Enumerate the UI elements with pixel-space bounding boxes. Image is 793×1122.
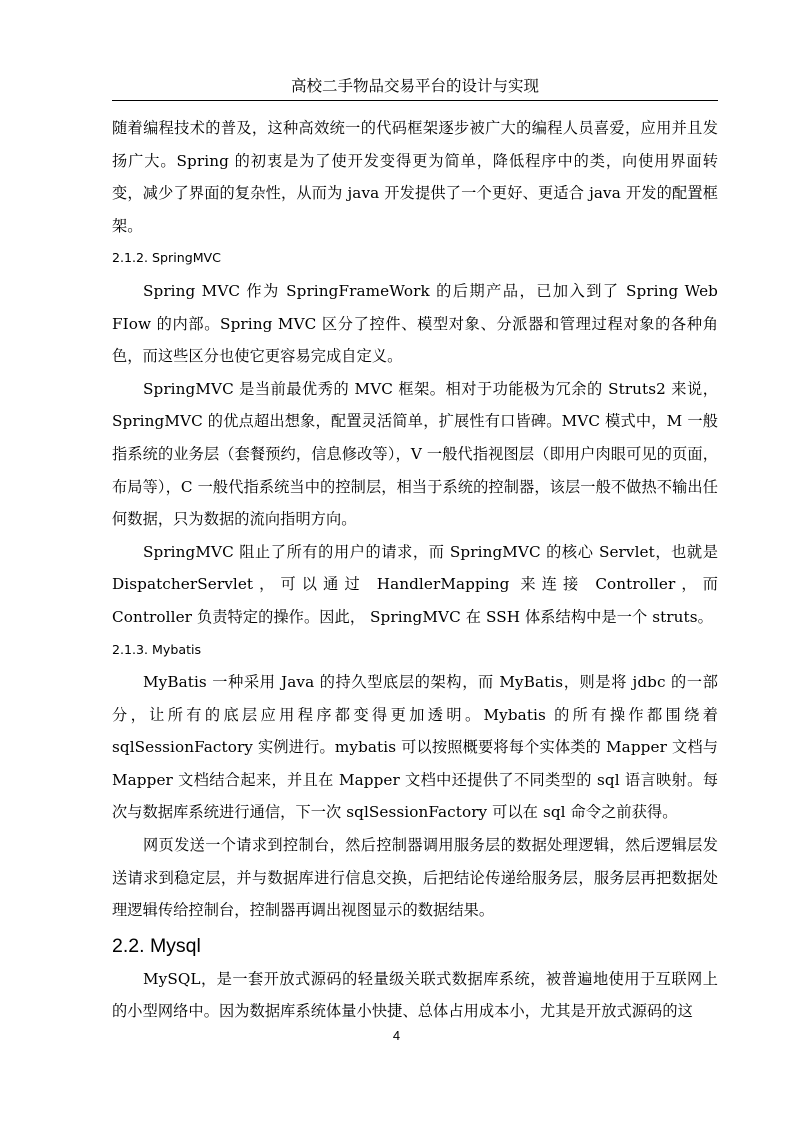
running-header: 高校二手物品交易平台的设计与实现: [112, 72, 718, 101]
page-body: [112, 112, 718, 1028]
paragraph-mybatis-1: MyBatis 一种采用 Java 的持久型底层的架构，而 MyBatis，则是将 jdbc 的一部分，让所有的底层应用程序都变得更加透明。Mybatis 的所有操作都围绕着 sqlSessionFactory 实例进行。mybatis 可以按照概要将每个实体类的 Mapper 文档与 Mapper 文档结合起来，并且在 Mapper 文档中还提供了不同类型的 sql 语言映射。每次与数据库系统进行通信，下一次 sqlSessionFactory 可以在 sql 命令之前获得。: [112, 673, 718, 822]
paragraph-springmvc-1: Spring MVC 作为 SpringFrameWork 的后期产品，已加入到了 Spring Web FIow 的内部。Spring MVC 区分了控件、模型对象、分派器和管理过程对象的各种角色，而这些区分也使它更容易完成自定义。: [112, 281, 718, 366]
section-heading-springmvc: 2.1.2. SpringMVC: [112, 250, 221, 266]
paragraph-mysql-1: MySQL，是一套开放式源码的轻量级关联式数据库系统，被普遍地使用于互联网上的小型网络中。因为数据库系统体量小快捷、总体占用成本小，尤其是开放式源码的这: [112, 969, 718, 1021]
paragraph-springmvc-3: SpringMVC 阻止了所有的用户的请求，而 SpringMVC 的核心 Servlet，也就是 DispatcherServlet，可以通过 HandlerMapping 来连接 Controller，而 Controller 负责特定的操作。因此， SpringMVC 在 SSH 体系结构中是一个 struts。: [112, 542, 718, 626]
paragraph-spring-intro: 随着编程技术的普及，这种高效统一的代码框架逐步被广大的编程人员喜爱，应用并且发扬广大。Spring 的初衷是为了使开发变得更为简单，降低程序中的类，向使用界面转变，减少了界面的复杂性，从而为 java 开发提供了一个更好、更适合 java 开发的配置框架。: [112, 119, 718, 235]
paragraph-springmvc-2: SpringMVC 是当前最优秀的 MVC 框架。相对于功能极为冗余的 Struts2 来说，SpringMVC 的优点超出想象，配置灵活简单，扩展性有口皆碑。MVC 模式中，M 一般指系统的业务层（套餐预约，信息修改等），V 一般代指视图层（即用户肉眼可见的页面，布局等），C 一般代指系统当中的控制层，相当于系统的控制器，该层一般不做热不输出任何数据，只为数据的流向指明方向。: [112, 379, 718, 529]
section-heading-mysql: 2.2. Mysql: [112, 934, 201, 957]
section-heading-mybatis: 2.1.3. Mybatis: [112, 641, 202, 657]
paragraph-mybatis-2: 网页发送一个请求到控制台，然后控制器调用服务层的数据处理逻辑，然后逻辑层发送请求到稳定层，并与数据库进行信息交换，后把结论传递给服务层，服务层再把数据处理逻辑传给控制台，控制器再调出视图显示的数据结果。: [112, 836, 718, 920]
page-number: 4: [392, 1028, 401, 1043]
